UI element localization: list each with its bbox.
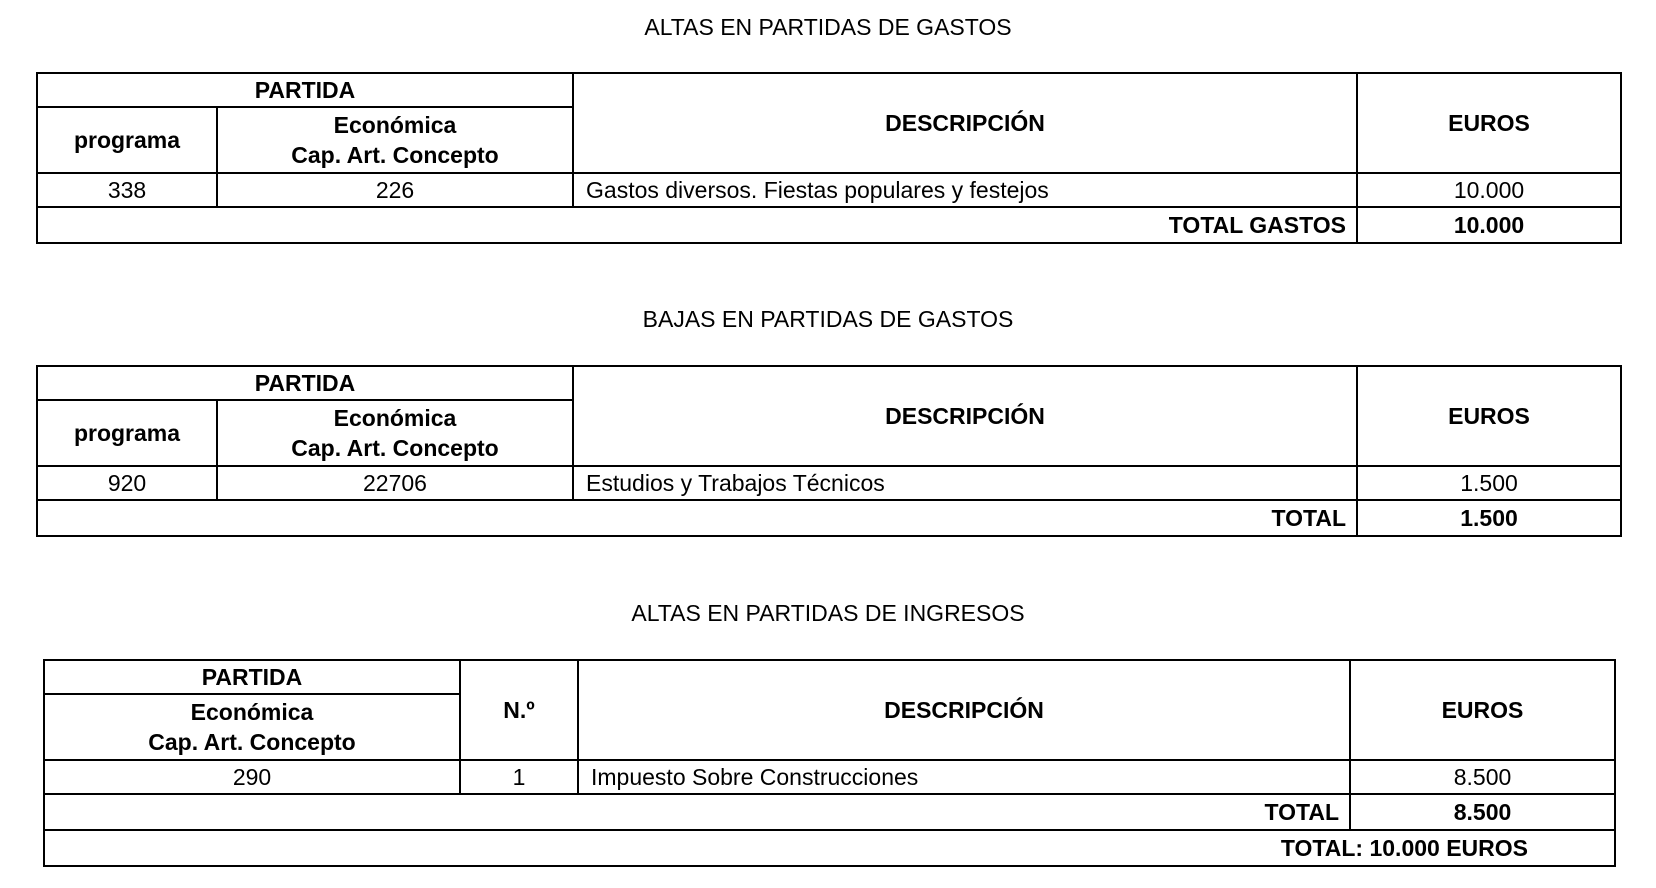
economica-header-line1: Económica (190, 699, 314, 725)
table-row (44, 760, 1615, 794)
total-label: TOTAL (37, 500, 1357, 536)
partida-header: PARTIDA (37, 366, 573, 400)
economica-cell: 290 (44, 760, 460, 794)
economica-header-line2: Cap. Art. Concepto (291, 435, 499, 461)
euros-cell: 10.000 (1357, 173, 1621, 207)
economica-header (217, 107, 573, 173)
descripcion-cell: Impuesto Sobre Construcciones (578, 760, 1350, 794)
descripcion-header: DESCRIPCIÓN (573, 366, 1357, 466)
total-value: 10.000 (1357, 207, 1621, 243)
numero-header: N.º (460, 660, 578, 760)
partida-header: PARTIDA (37, 73, 573, 107)
economica-cell: 226 (217, 173, 573, 207)
table-row (37, 466, 1621, 500)
economica-cell: 22706 (217, 466, 573, 500)
descripcion-cell: Estudios y Trabajos Técnicos (573, 466, 1357, 500)
partida-header: PARTIDA (44, 660, 460, 694)
grand-total: TOTAL: 10.000 EUROS (44, 830, 1615, 866)
total-label: TOTAL GASTOS (37, 207, 1357, 243)
section-title-altas-gastos: ALTAS EN PARTIDAS DE GASTOS (644, 14, 1012, 40)
table-row (37, 173, 1621, 207)
descripcion-header: DESCRIPCIÓN (573, 73, 1357, 173)
euros-header: EUROS (1357, 73, 1621, 173)
economica-header-line2: Cap. Art. Concepto (291, 142, 499, 168)
euros-header: EUROS (1357, 366, 1621, 466)
economica-header-line1: Económica (333, 112, 457, 138)
euros-cell: 1.500 (1357, 466, 1621, 500)
descripcion-cell: Gastos diversos. Fiestas populares y festejos (573, 173, 1357, 207)
total-row (37, 500, 1621, 536)
altas-gastos-table (36, 72, 1622, 244)
bajas-gastos-table (36, 365, 1622, 537)
total-value: 8.500 (1350, 794, 1615, 830)
euros-header: EUROS (1350, 660, 1615, 760)
programa-cell: 338 (37, 173, 217, 207)
programa-header: programa (37, 400, 217, 466)
numero-cell: 1 (460, 760, 578, 794)
descripcion-header: DESCRIPCIÓN (578, 660, 1350, 760)
grand-total-row (44, 830, 1615, 866)
total-row (37, 207, 1621, 243)
economica-header-line1: Económica (333, 405, 457, 431)
economica-header-line2: Cap. Art. Concepto (148, 729, 356, 755)
total-label: TOTAL (44, 794, 1350, 830)
section-title-bajas-gastos: BAJAS EN PARTIDAS DE GASTOS (642, 306, 1014, 332)
economica-header (217, 400, 573, 466)
total-row (44, 794, 1615, 830)
programa-header: programa (37, 107, 217, 173)
total-value: 1.500 (1357, 500, 1621, 536)
section-title-altas-ingresos: ALTAS EN PARTIDAS DE INGRESOS (631, 600, 1025, 626)
economica-header (44, 694, 460, 760)
euros-cell: 8.500 (1350, 760, 1615, 794)
programa-cell: 920 (37, 466, 217, 500)
altas-ingresos-table (43, 659, 1616, 867)
